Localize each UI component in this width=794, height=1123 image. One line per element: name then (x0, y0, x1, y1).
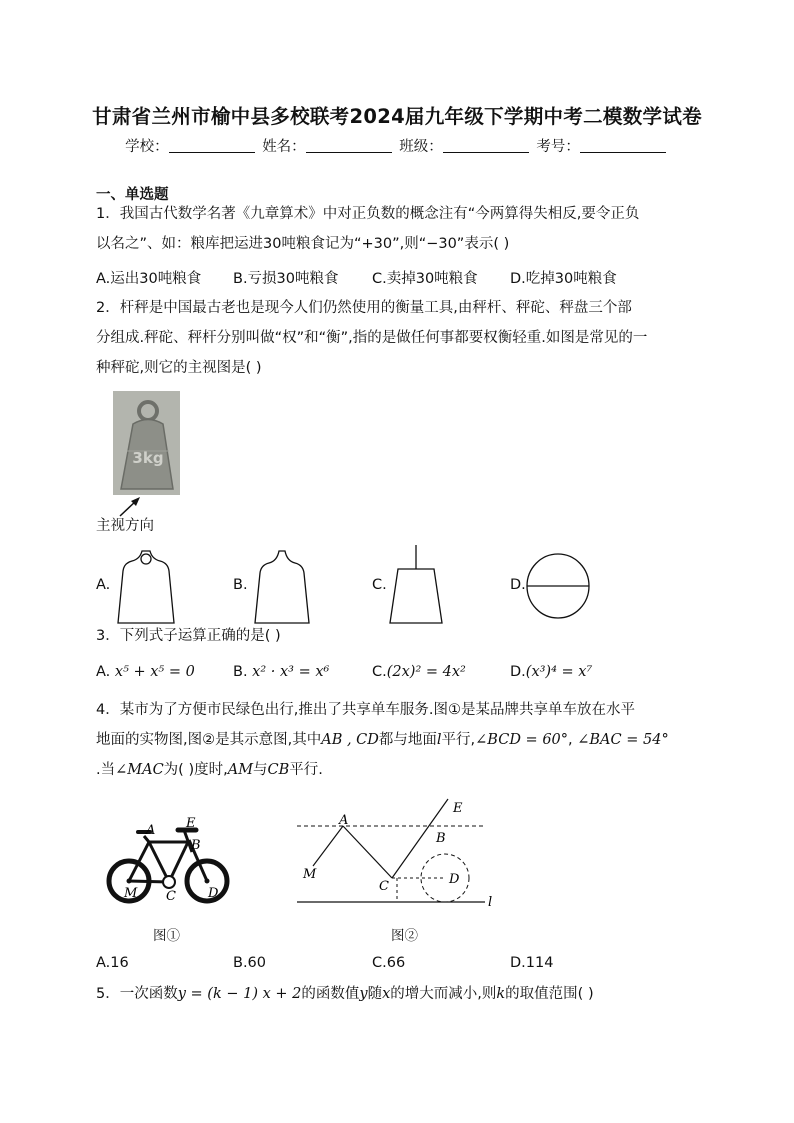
q4-option-d: D.114 (510, 955, 554, 971)
q4-math-bac: ∠BAC = 54° (577, 732, 669, 748)
q4-line2: 地面的实物图,图②是其示意图,其中AB , CD都与地面l平行,∠BCD = 60°, ∠BAC = 54° (96, 732, 669, 748)
q4-line1: 4．某市为了方便市民绿色出行,推出了共享单车服务.图①是某品牌共享单车放在水平 (96, 702, 635, 718)
q1-line2: 以名之”、如：粮库把运进30吨粮食记为“+30”,则“−30”表示( ) (96, 236, 510, 252)
q2-option-c-figure (386, 545, 446, 625)
q2-option-d-letter: D. (510, 577, 526, 593)
q5-text-e: 的取值范围( ) (505, 986, 594, 1002)
q3-option-b-expr: x² · x³ = x⁶ (252, 664, 330, 680)
q3-option-d-letter: D. (510, 664, 526, 680)
q4-line3-text-d: 平行. (289, 762, 323, 778)
fig1-label-m: M (124, 886, 138, 901)
q2-option-b-figure (247, 547, 317, 625)
q3-line1: 3．下列式子运算正确的是( ) (96, 628, 281, 644)
q2-line3: 种秤砣,则它的主视图是( ) (96, 360, 262, 376)
q4-line3 (96, 755, 323, 785)
q3-option-c-letter: C. (372, 664, 387, 680)
q3-option-a-letter: A. (96, 664, 111, 680)
q4-math-cb: CB (267, 762, 290, 778)
q3-option-c (372, 664, 466, 680)
q4-line3-text-c: 与 (253, 762, 268, 778)
q4-option-a: A.16 (96, 955, 129, 971)
q5-line1 (96, 979, 594, 1009)
class-blank (443, 138, 529, 153)
q2-option-b-letter: B. (233, 577, 248, 593)
bicycle-figure (104, 812, 234, 912)
q4-math-l: l (436, 732, 442, 748)
q4-option-b: B.60 (233, 955, 267, 971)
q5-var-k: k (496, 986, 506, 1002)
q5-var-y: y (359, 986, 368, 1002)
q5-function-expr: y = (k − 1) x + 2 (177, 986, 302, 1002)
q3-option-a (96, 664, 195, 680)
fig1-label-d: D (208, 886, 219, 901)
q5-text-b: 的函数值 (301, 986, 360, 1002)
fig2-label-c: C (379, 879, 389, 894)
q4-line3-text-b: 为( )度时, (163, 762, 228, 778)
q4-line2-text-b: 都与地面 (378, 732, 437, 748)
q2-option-d-figure (524, 551, 594, 621)
q2-option-a-figure (110, 547, 180, 625)
fig2-label-a: A (339, 813, 349, 828)
q2-option-c-letter: C. (372, 577, 387, 593)
fig2-caption: 图② (391, 928, 418, 944)
weight-photo-text: 3kg (132, 449, 164, 467)
q4-math-mac: ∠MAC (115, 762, 164, 778)
q3-option-d-expr: (x³)⁴ = x⁷ (525, 664, 593, 680)
q1-line1: 1．我国古代数学名著《九章算术》中对正负数的概念注有“今两算得失相反,要令正负 (96, 206, 640, 222)
fig1-label-e: E (186, 816, 196, 831)
q5-text-a: 5．一次函数 (96, 986, 178, 1002)
q4-math-am: AM (227, 762, 254, 778)
id-blank (580, 138, 666, 153)
page-title: 甘肃省兰州市榆中县多校联考2024届九年级下学期中考二模数学试卷 (92, 105, 702, 128)
school-label: 学校： (125, 139, 169, 155)
q2-option-a-letter: A. (96, 577, 111, 593)
fig1-label-c: C (166, 889, 176, 904)
q4-math-ab-cd: AB , CD (321, 732, 379, 748)
fig2-label-m: M (303, 867, 317, 882)
fig1-caption: 图① (153, 928, 180, 944)
fig2-label-l: l (488, 895, 493, 910)
fig1-label-a: A (146, 823, 156, 838)
q4-math-bcd: ∠BCD = 60° (475, 732, 569, 748)
direction-label: 主视方向 (96, 518, 154, 534)
q3-option-b (233, 664, 329, 680)
q1-option-d: D.吃掉30吨粮食 (510, 271, 617, 287)
q4-line2-text-c: 平行, (441, 732, 476, 748)
q2-line1: 2．杆秤是中国最古老也是现今人们仍然使用的衡量工具,由秤杆、秤砣、秤盘三个部 (96, 300, 632, 316)
q1-option-a: A.运出30吨粮食 (96, 271, 202, 287)
q1-option-c: C.卖掉30吨粮食 (372, 271, 478, 287)
q4-line3-text-a: .当 (96, 762, 116, 778)
section-heading: 一、单选题 (96, 187, 169, 203)
id-label: 考号： (536, 139, 580, 155)
schematic-figure (295, 796, 500, 911)
weight-photo (113, 391, 180, 495)
q3-option-c-expr: (2x)² = 4x² (386, 664, 466, 680)
q1-option-b: B.亏损30吨粮食 (233, 271, 339, 287)
name-blank (306, 138, 392, 153)
q3-option-d (510, 664, 592, 680)
q3-option-a-expr: x⁵ + x⁵ = 0 (114, 664, 195, 680)
school-blank (169, 138, 255, 153)
q3-option-b-letter: B. (233, 664, 248, 680)
class-label: 班级： (399, 139, 443, 155)
q2-line2: 分组成.秤砣、秤杆分别叫做“权”和“衡”,指的是做任何事都要权衡轻重.如图是常见的一 (96, 330, 648, 346)
name-label: 姓名： (262, 139, 306, 155)
q5-var-x: x (382, 986, 391, 1002)
q4-option-c: C.66 (372, 955, 406, 971)
fig2-label-d: D (449, 872, 460, 887)
fig1-label-b: B (191, 838, 201, 853)
q5-text-d: 的增大而减小,则 (390, 986, 497, 1002)
fig2-label-e: E (453, 801, 463, 816)
fig2-label-b: B (436, 831, 446, 846)
student-info (0, 135, 794, 156)
q4-line2-text-a: 地面的实物图,图②是其示意图,其中 (96, 732, 322, 748)
q5-text-c: 随 (367, 986, 383, 1002)
